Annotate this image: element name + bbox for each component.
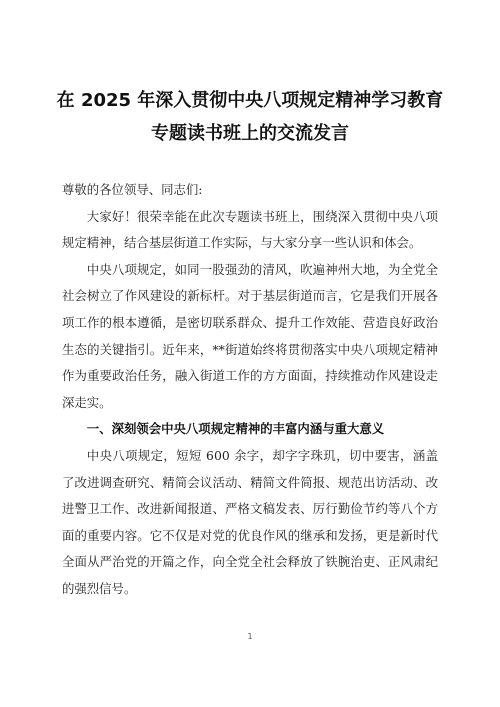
document-body xyxy=(62,177,438,603)
paragraph-opening: 大家好！很荣幸能在此次专题读书班上，围绕深入贯彻中央八项规定精神，结合基层街道工作实际，与大家分享一些认识和体会。 xyxy=(62,208,438,251)
document-title-line-2: 专题读书班上的交流发言 xyxy=(151,123,349,144)
page-number: 1 xyxy=(247,632,253,641)
salutation: 尊敬的各位领导、同志们: xyxy=(62,182,203,197)
paragraph-section-1: 中央八项规定，短短 600 余字，却字字珠玑，切中要害，涵盖了改进调查研究、精简会议活动、精简文件简报、规范出访活动、改进警卫工作、改进新闻报道、严格文稿发表、厉行勤俭节约等八个方面的重要内容。它不仅是对党的优良作风的继承和发扬，更是新时代全面从严治党的开篇之作，向全党全社会释放了铁腕治吏、正风肃纪的强烈信号。 xyxy=(62,447,438,596)
paragraph-background: 中央八项规定，如同一股强劲的清风，吹遍神州大地，为全党全社会树立了作风建设的新标杆。对于基层街道而言，它是我们开展各项工作的根本遵循，是密切联系群众、提升工作效能、营造良好政治生态的关键指引。近年来，**街道始终将贯彻落实中央八项规定精神作为重要政治任务，融入街道工作的方方面面，持续推动作风建设走深走实。 xyxy=(62,261,438,410)
document-title-line-1: 在 2025 年深入贯彻中央八项规定精神学习教育 xyxy=(56,90,444,111)
section-heading-1: 一、深刻领会中央八项规定精神的丰富内涵与重大意义 xyxy=(86,421,385,437)
